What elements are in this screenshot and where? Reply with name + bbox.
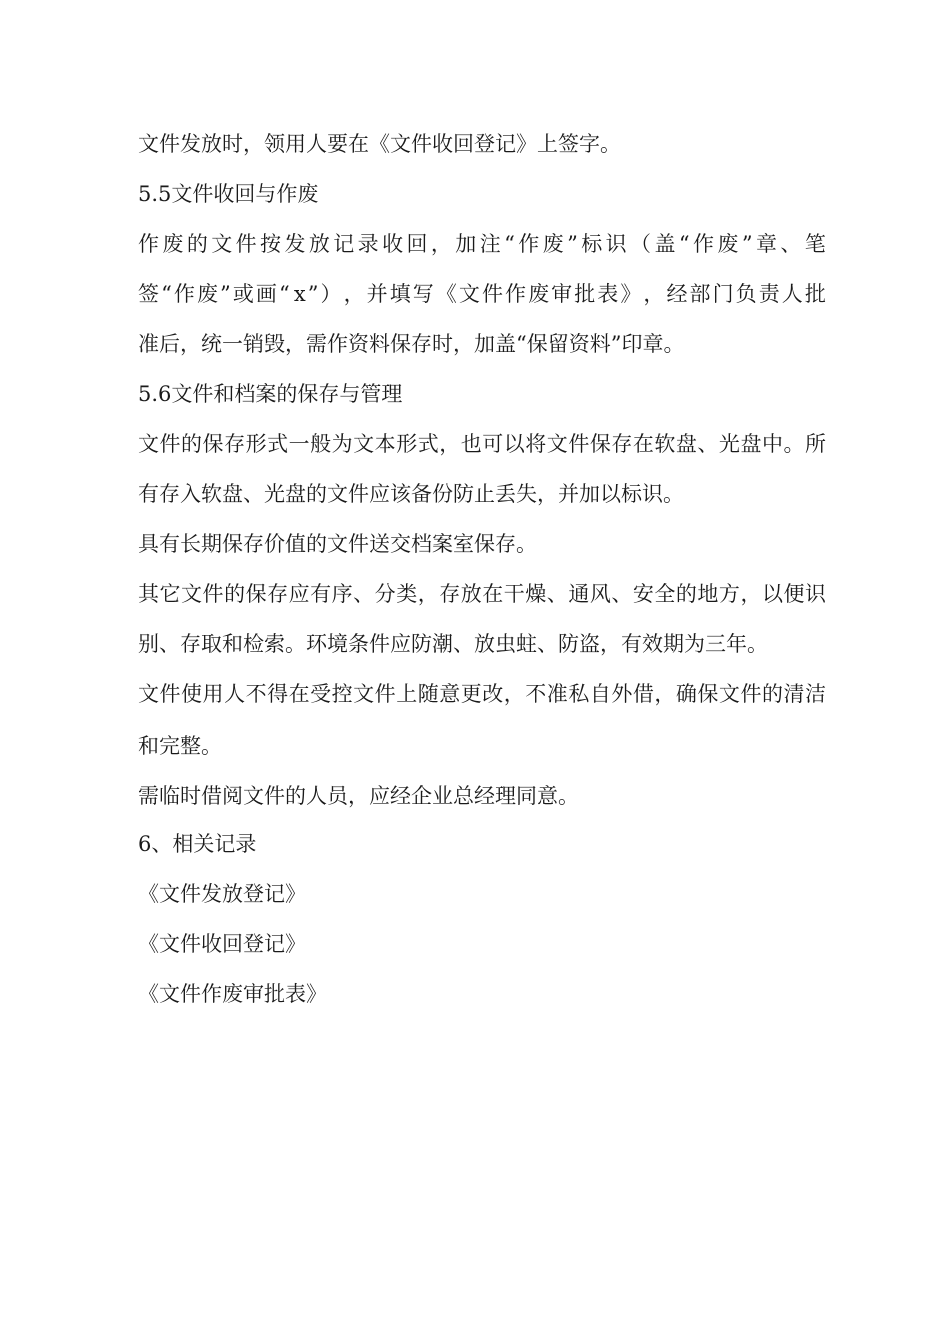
paragraph-line: 需临时借阅文件的人员，应经企业总经理同意。: [138, 784, 579, 808]
section-heading-5-5: 5.5文件收回与作废: [138, 182, 319, 206]
paragraph-line: 其 它 文 件 的 保 存 应 有 序 、 分 类 ， 存 放 在 干 燥 、 通 风 、 安 全 的 地 方 ， 以 便 识: [138, 582, 826, 606]
paragraph-line: 准后，统一销毁，需作资料保存时，加盖“保留资料”印章。: [138, 332, 685, 356]
record-item: 《文件作废审批表》: [138, 982, 327, 1006]
paragraph-line: 文 件 使 用 人 不 得 在 受 控 文 件 上 随 意 更 改 ， 不 准 私 自 外 借 ， 确 保 文 件 的 清 洁: [138, 682, 826, 706]
paragraph-line: 作 废 的 文 件 按 发 放 记 录 收 回 ， 加 注 “ 作 废 ” 标 识 （ 盖 “ 作 废 ” 章 、 笔: [138, 232, 826, 256]
record-item: 《文件发放登记》: [138, 882, 306, 906]
section-heading-6: 6、相关记录: [138, 832, 257, 856]
paragraph-line: 具有长期保存价值的文件送交档案室保存。: [138, 532, 537, 556]
paragraph-line: 文件发放时，领用人要在《文件收回登记》上签字。: [138, 132, 621, 156]
paragraph-line: 签 “ 作 废 ” 或 画 “ x ” ） ， 并 填 写 《 文 件 作 废 审 批 表 》 ， 经 部 门 负 责 人 批: [138, 282, 826, 306]
paragraph-line: 别、存取和检索。环境条件应防潮、放虫蛀、防盗，有效期为三年。: [138, 632, 768, 656]
paragraph-line: 文 件 的 保 存 形 式 一 般 为 文 本 形 式 ， 也 可 以 将 文 件 保 存 在 软 盘 、 光 盘 中 。 所: [138, 432, 826, 456]
paragraph-line: 和完整。: [138, 734, 222, 758]
section-heading-5-6: 5.6文件和档案的保存与管理: [138, 382, 403, 406]
paragraph-line: 有存入软盘、光盘的文件应该备份防止丢失，并加以标识。: [138, 482, 684, 506]
record-item: 《文件收回登记》: [138, 932, 306, 956]
